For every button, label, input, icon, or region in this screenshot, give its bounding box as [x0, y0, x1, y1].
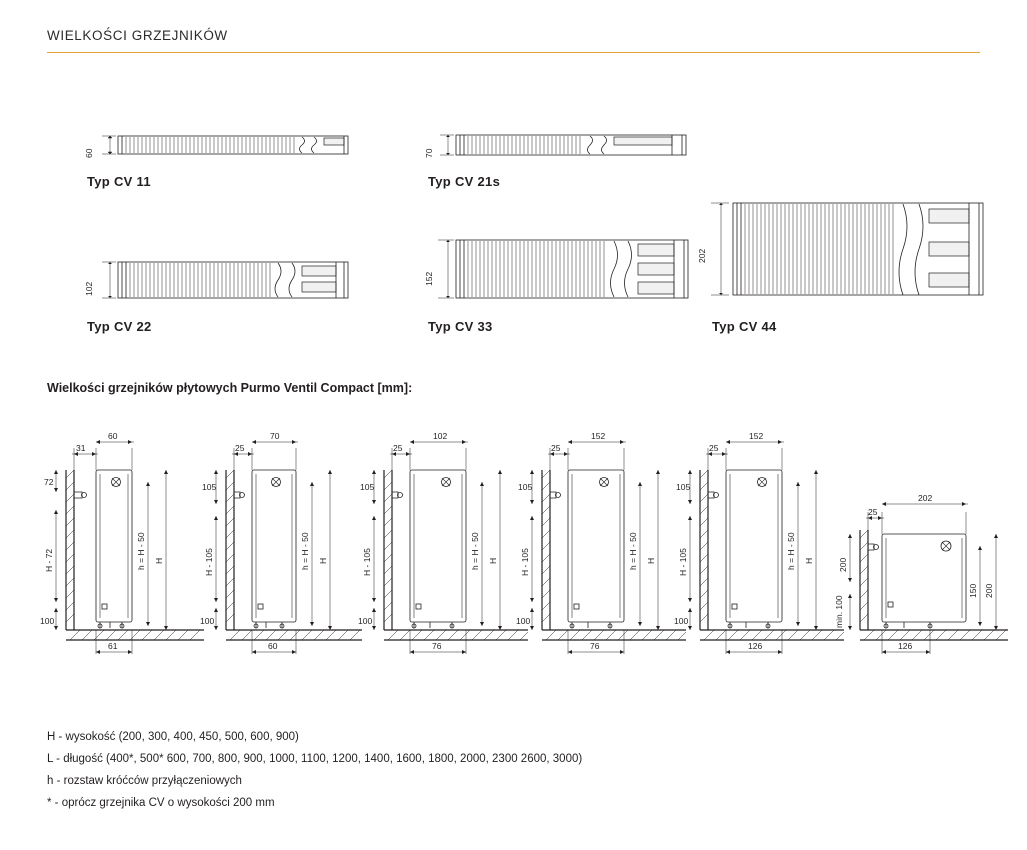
dim-f1-offset: 31: [76, 443, 86, 453]
label-typ-cv11: Typ CV 11: [87, 174, 151, 189]
figure-cv33-section: [422, 232, 712, 312]
dim-f4-bottom: 100: [516, 616, 531, 626]
dim-f6-foot: 126: [898, 641, 913, 651]
dim-cv22-depth: 102: [84, 281, 94, 296]
dim-f2-inner: h = H - 50: [300, 532, 310, 570]
dim-f5-stack: H - 105: [678, 548, 688, 576]
dim-f2-bottom: 100: [200, 616, 215, 626]
dim-cv33-depth: 152: [424, 271, 434, 286]
figure-cv22-section: [80, 250, 370, 312]
note-l: L - długość (400*, 500* 600, 700, 800, 900, 1000, 1100, 1200, 1400, 1600, 1800, 2000, 2300 2600, 3000): [47, 753, 583, 765]
dim-f6-right: 200: [984, 583, 994, 598]
label-typ-cv33: Typ CV 33: [428, 319, 493, 334]
dim-f6-min: min. 100: [834, 595, 844, 628]
page-title: WIELKOŚCI GRZEJNIKÓW: [47, 28, 228, 43]
note-h: H - wysokość (200, 300, 400, 450, 500, 600, 900): [47, 731, 299, 743]
dim-f5-h: H: [804, 557, 814, 564]
dim-f3-depth: 102: [433, 431, 448, 441]
dim-f1-top: 72: [44, 477, 54, 487]
dim-f3-bottom: 100: [358, 616, 373, 626]
dim-f4-h: H: [646, 557, 656, 564]
dim-cv11-depth: 60: [84, 148, 94, 158]
header-divider: [47, 52, 980, 53]
figure-cv44-section: [697, 195, 990, 313]
dim-f6-offset: 25: [868, 507, 878, 517]
dim-f1-h: H: [154, 557, 164, 564]
figure-cv-200-detail: [834, 490, 1013, 670]
figure-cv21s-side: [200, 430, 375, 665]
dim-f5-bottom: 100: [674, 616, 689, 626]
figure-cv44-side: [676, 430, 851, 665]
dim-f2-h: H: [318, 557, 328, 564]
dim-f4-foot: 76: [590, 641, 600, 651]
dim-f1-inner: h = H - 50: [136, 532, 146, 570]
dim-f2-depth: 70: [270, 431, 280, 441]
dim-f5-offset: 25: [709, 443, 719, 453]
label-typ-cv44: Typ CV 44: [712, 319, 777, 334]
dim-f2-offset: 25: [235, 443, 245, 453]
dim-f6-depth: 202: [918, 493, 933, 503]
dim-f2-foot: 60: [268, 641, 278, 651]
footnotes: [47, 726, 947, 814]
dim-f6-height: 200: [838, 557, 848, 572]
dim-f2-top: 105: [202, 482, 217, 492]
figure-cv22-side: [360, 430, 535, 665]
dim-f5-inner: h = H - 50: [786, 532, 796, 570]
dim-f3-offset: 25: [393, 443, 403, 453]
label-typ-cv22: Typ CV 22: [87, 319, 152, 334]
figure-cv11-side: [40, 430, 217, 665]
dim-f2-stack: H - 105: [204, 548, 214, 576]
dim-f5-top: 105: [676, 482, 691, 492]
dim-f4-top: 105: [518, 482, 533, 492]
figure-cv21s-section: [422, 122, 712, 170]
dim-f3-foot: 76: [432, 641, 442, 651]
dim-f5-depth: 152: [749, 431, 764, 441]
dim-f5-foot: 126: [748, 641, 763, 651]
figure-cv11-section: [80, 122, 370, 170]
dim-f1-foot: 61: [108, 641, 118, 651]
dim-f3-stack: H - 105: [362, 548, 372, 576]
dim-f6-inner: 150: [968, 583, 978, 598]
dim-f3-inner: h = H - 50: [470, 532, 480, 570]
note-h-small: h - rozstaw króćców przyłączeniowych: [47, 775, 242, 787]
dim-f4-offset: 25: [551, 443, 561, 453]
dim-f4-depth: 152: [591, 431, 606, 441]
section-subtitle: Wielkości grzejników płytowych Purmo Ventil Compact [mm]:: [47, 381, 413, 395]
dim-f3-h: H: [488, 557, 498, 564]
dim-f3-top: 105: [360, 482, 375, 492]
dim-cv21s-depth: 70: [424, 148, 434, 158]
dim-f4-stack: H - 105: [520, 548, 530, 576]
dim-f4-inner: h = H - 50: [628, 532, 638, 570]
figure-cv33-side: [518, 430, 693, 665]
dim-cv44-depth: 202: [697, 248, 707, 263]
dim-f1-stack: H - 72: [44, 548, 54, 572]
dim-f1-depth: 60: [108, 431, 118, 441]
dim-f1-bottom: 100: [40, 616, 55, 626]
note-asterisk: * - oprócz grzejnika CV o wysokości 200 mm: [47, 797, 275, 809]
page-header: [47, 28, 980, 53]
label-typ-cv21s: Typ CV 21s: [428, 174, 501, 189]
